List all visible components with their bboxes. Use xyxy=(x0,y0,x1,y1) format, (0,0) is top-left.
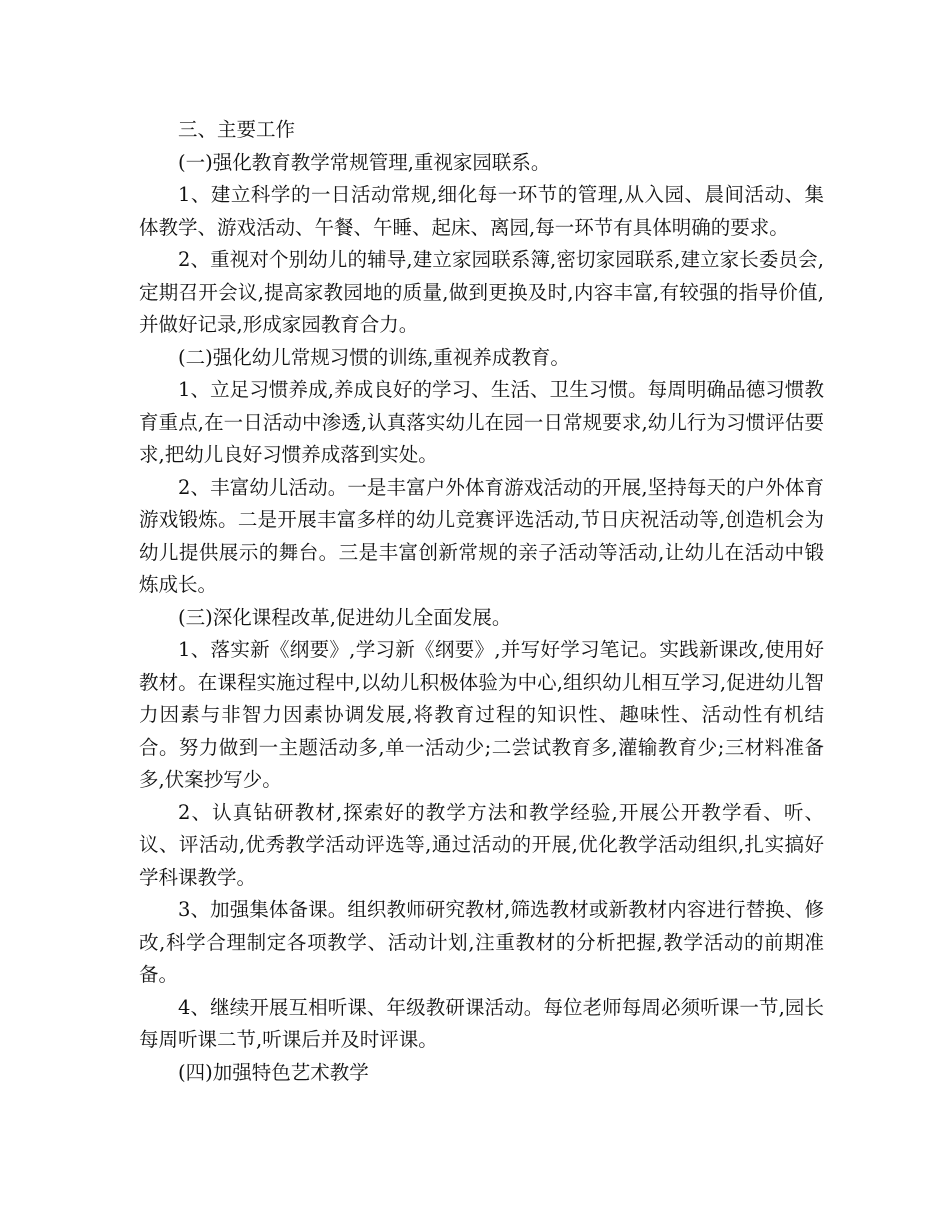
document-body xyxy=(139,114,824,1089)
subsection-heading: (三)深化课程改革,促进幼儿全面发展。 xyxy=(178,605,512,629)
subsection-heading: (二)强化幼儿常规习惯的训练,重视养成教育。 xyxy=(178,345,570,369)
paragraph: 1、建立科学的一日活动常规,细化每一环节的管理,从入园、晨间活动、集体教学、游戏活动、午餐、午睡、起床、离园,每一环节有具体明确的要求。 xyxy=(139,183,824,239)
paragraph: 4、继续开展互相听课、年级教研课活动。每位老师每周必须听课一节,园长每周听课二节,听课后并及时评课。 xyxy=(139,995,824,1051)
paragraph: 1、立足习惯养成,养成良好的学习、生活、卫生习惯。每周明确品德习惯教育重点,在一日活动中渗透,认真落实幼儿在园一日常规要求,幼儿行为习惯评估要求,把幼儿良好习惯养成落到实处。 xyxy=(139,378,824,466)
paragraph: 2、认真钻研教材,探索好的教学方法和教学经验,开展公开教学看、听、议、评活动,优秀教学活动评选等,通过活动的开展,优化教学活动组织,扎实搞好学科课教学。 xyxy=(139,800,824,889)
paragraph: 2、丰富幼儿活动。一是丰富户外体育游戏活动的开展,坚持每天的户外体育游戏锻炼。二是开展丰富多样的幼儿竞赛评选活动,节日庆祝活动等,创造机会为幼儿提供展示的舞台。三是丰富创新常规的亲子活动等活动,让幼儿在活动中锻炼成长。 xyxy=(139,475,824,596)
subsection-heading: (一)强化教育教学常规管理,重视家园联系。 xyxy=(178,150,551,174)
paragraph: 2、重视对个别幼儿的辅导,建立家园联系簿,密切家园联系,建立家长委员会,定期召开会议,提高家教园地的质量,做到更换及时,内容丰富,有较强的指导价值,并做好记录,形成家园教育合力。 xyxy=(139,248,824,336)
section-heading: 三、主要工作 xyxy=(178,118,296,141)
paragraph: 1、落实新《纲要》,学习新《纲要》,并写好学习笔记。实践新课改,使用好教材。在课程实施过程中,以幼儿积极体验为中心,组织幼儿相互学习,促进幼儿智力因素与非智力因素协调发展,将教育过程的知识性、趣味性、活动性有机结合。努力做到一主题活动多,单一活动少;二尝试教育多,灌输教育少;三材料准备多,伏案抄写少。 xyxy=(139,638,824,791)
paragraph: 3、加强集体备课。组织教师研究教材,筛选教材或新教材内容进行替换、修改,科学合理制定各项教学、活动计划,注重教材的分析把握,教学活动的前期准备。 xyxy=(139,898,824,986)
subsection-heading: (四)加强特色艺术教学 xyxy=(178,1060,369,1084)
